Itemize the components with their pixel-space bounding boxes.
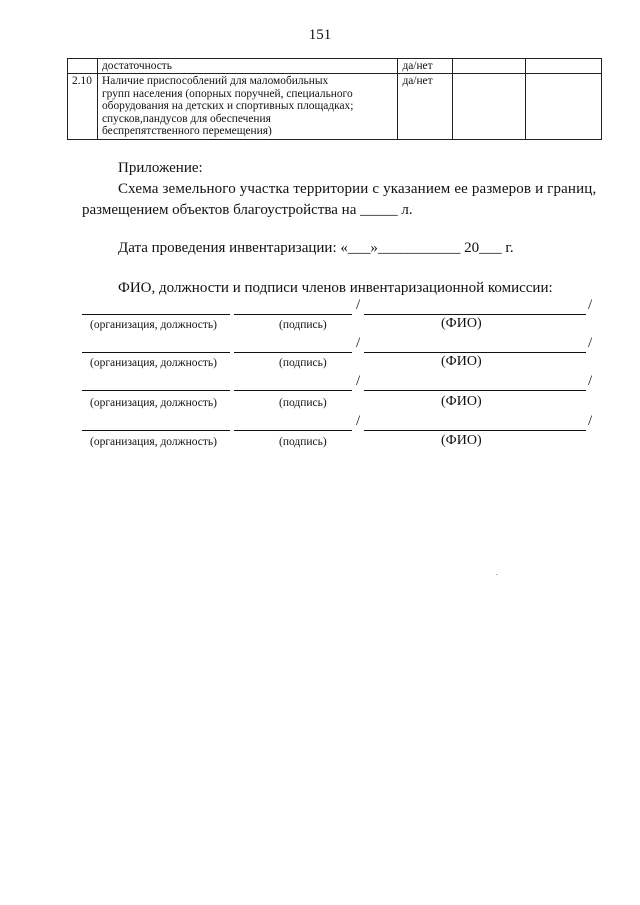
caption-fio: (ФИО) — [441, 354, 482, 369]
signature-slash: / — [356, 297, 361, 313]
caption-organization: (организация, должность) — [90, 436, 217, 448]
row-extra-cell — [526, 59, 602, 74]
description-line: оборудования на детских и спортивных площадках; — [101, 100, 354, 113]
signatures-heading: ФИО, должности и подписи членов инвентаризационной комиссии: — [118, 280, 553, 296]
row-number-cell: 2.10 — [68, 74, 98, 140]
signature-fio-line[interactable] — [364, 430, 586, 431]
signature-sign-line[interactable] — [234, 430, 352, 431]
inventory-table — [67, 58, 602, 140]
row-description-cell — [97, 59, 397, 74]
signature-fio-line[interactable] — [364, 352, 586, 353]
signature-slash: / — [588, 297, 593, 313]
description-line: достаточность — [101, 60, 172, 72]
signature-org-line[interactable] — [82, 390, 230, 391]
appendix-line-1: Схема земельного участка территории с указанием ее размеров и границ, — [118, 181, 597, 197]
row-description-cell — [97, 74, 397, 140]
description-line: Наличие приспособлений для маломобильных — [101, 75, 329, 88]
table-row — [68, 59, 602, 74]
row-answer-cell: да/нет — [398, 74, 453, 140]
page-number: 151 — [308, 27, 332, 43]
row-extra-cell — [453, 74, 526, 140]
caption-organization: (организация, должность) — [90, 319, 217, 331]
row-number-cell — [68, 59, 98, 74]
caption-signature: (подпись) — [279, 319, 327, 331]
signature-fio-line[interactable] — [364, 314, 586, 315]
description-line: групп населения (опорных поручней, специального — [101, 87, 353, 100]
signature-org-line[interactable] — [82, 314, 230, 315]
signature-slash: / — [356, 373, 361, 389]
signature-sign-line[interactable] — [234, 390, 352, 391]
caption-fio: (ФИО) — [441, 433, 482, 448]
caption-organization: (организация, должность) — [90, 357, 217, 369]
caption-fio: (ФИО) — [441, 394, 482, 409]
caption-organization: (организация, должность) — [90, 397, 217, 409]
row-answer-cell: да/нет — [398, 59, 453, 74]
signature-org-line[interactable] — [82, 352, 230, 353]
caption-signature: (подпись) — [279, 397, 327, 409]
inventory-date-line: Дата проведения инвентаризации: «___»___________ 20___ г. — [118, 240, 514, 256]
row-extra-cell — [526, 74, 602, 140]
signature-slash: / — [588, 335, 593, 351]
signature-slash: / — [588, 413, 593, 429]
caption-signature: (подпись) — [279, 357, 327, 369]
signature-slash: / — [356, 413, 361, 429]
description-line: спусков,пандусов для обеспечения — [101, 112, 271, 125]
row-extra-cell — [453, 59, 526, 74]
description-line: беспрепятственного перемещения) — [101, 125, 272, 138]
signature-slash: / — [356, 335, 361, 351]
signature-org-line[interactable] — [82, 430, 230, 431]
signature-sign-line[interactable] — [234, 314, 352, 315]
signature-fio-line[interactable] — [364, 390, 586, 391]
appendix-title: Приложение: — [118, 160, 203, 176]
table-row — [68, 74, 602, 140]
caption-signature: (подпись) — [279, 436, 327, 448]
signature-sign-line[interactable] — [234, 352, 352, 353]
appendix-line-2: размещением объектов благоустройства на _____ л. — [82, 202, 413, 218]
signature-slash: / — [588, 373, 593, 389]
caption-fio: (ФИО) — [441, 316, 482, 331]
scan-speck — [496, 574, 498, 575]
